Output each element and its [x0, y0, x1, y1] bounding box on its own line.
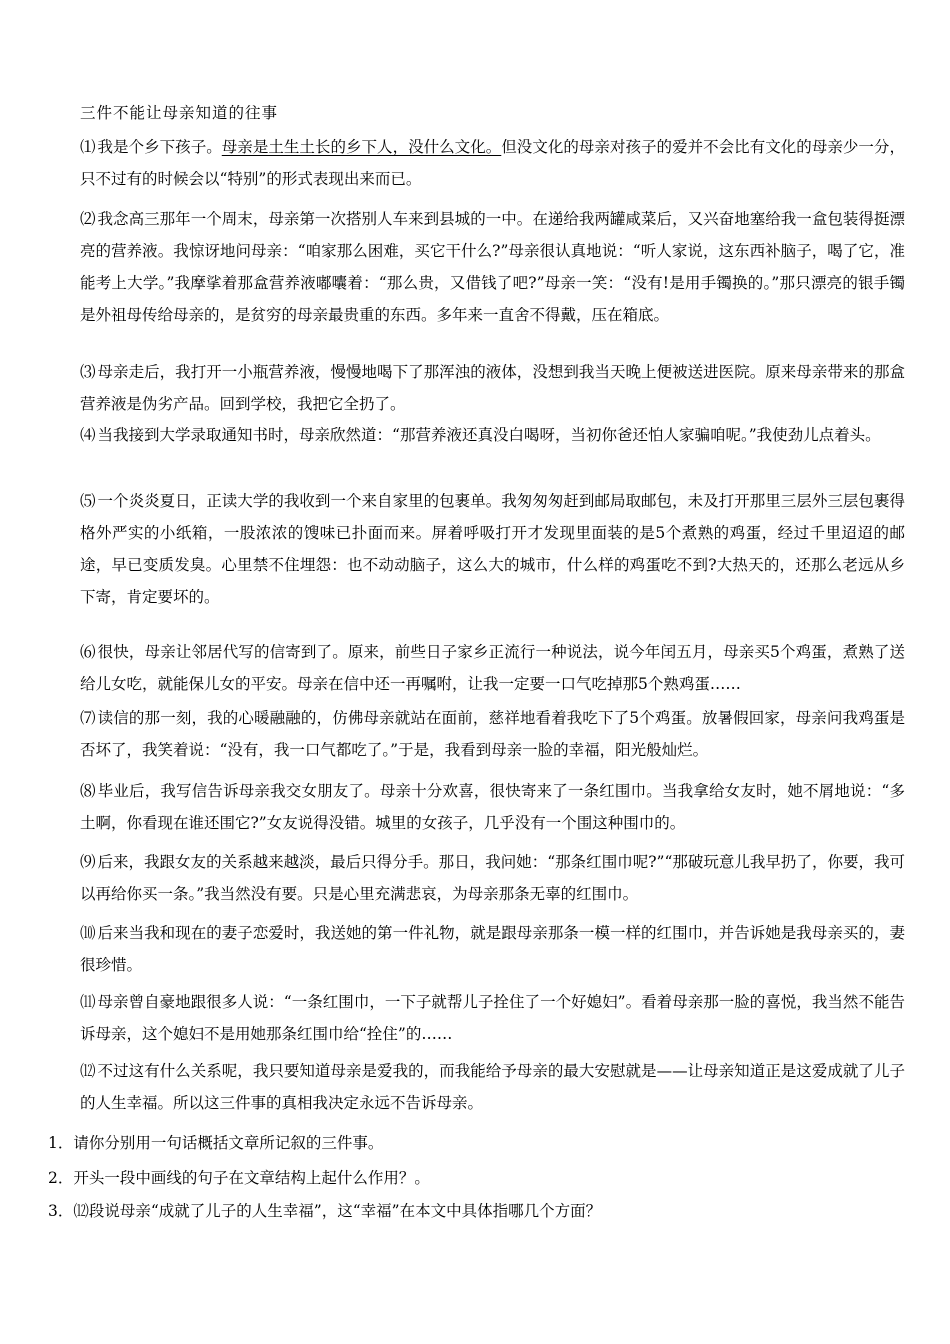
paragraph-5	[80, 485, 905, 613]
paragraph-10	[80, 917, 905, 981]
question-1	[48, 1131, 908, 1153]
paragraph-number: ⑷	[80, 426, 96, 444]
paragraph-text: 母亲走后，我打开一小瓶营养液，慢慢地喝下了那浑浊的液体，没想到我当天晚上便被送进医院。原来母亲带来的那盒营养液是伪劣产品。回到学校，我把它全扔了。	[80, 363, 905, 413]
question-2	[48, 1166, 908, 1188]
paragraph-text: 后来，我跟女友的关系越来越淡，最后只得分手。那日，我问她：“那条红围巾呢?”“那破玩意儿我早扔了，你要，我可以再给你买一条。”我当然没有要。只是心里充满悲哀，为母亲那条无辜的红围巾。	[80, 853, 905, 903]
paragraph-7	[80, 702, 905, 766]
paragraph-text: 母亲曾自豪地跟很多人说：“一条红围巾，一下子就帮儿子拴住了一个好媳妇”。看着母亲那一脸的喜悦，我当然不能告诉母亲，这个媳妇不是用她那条红围巾给“拴住”的……	[80, 993, 905, 1043]
paragraph-6	[80, 636, 905, 700]
question-text: ⑿段说母亲“成就了儿子的人生幸福”，这“幸福”在本文中具体指哪几个方面？	[73, 1202, 602, 1220]
question-number: 2．	[48, 1169, 74, 1187]
paragraph-11	[80, 986, 905, 1050]
question-text: 开头一段中画线的句子在文章结构上起什么作用？。	[73, 1169, 430, 1187]
paragraph-text: 当我接到大学录取通知书时，母亲欣然道：“那营养液还真没白喝呀，当初你爸还怕人家骗咱呢。”我使劲儿点着头。	[97, 426, 881, 444]
article-title: 三件不能让母亲知道的往事	[80, 104, 279, 122]
paragraph-9	[80, 846, 905, 910]
paragraph-text: 不过这有什么关系呢，我只要知道母亲是爱我的，而我能给予母亲的最大安慰就是——让母亲知道正是这爱成就了儿子的人生幸福。所以这三件事的真相我决定永远不告诉母亲。	[80, 1062, 905, 1112]
underlined-sentence: 母亲是土生土长的乡下人，没什么文化。	[221, 138, 502, 156]
paragraph-number: ⑽	[80, 924, 96, 942]
paragraph-number: ⑶	[80, 363, 96, 381]
paragraph-text: 但没文化的母亲对孩子的爱并不会比有文化的母亲少一分，只不过有的时候会以“特别”的形式表现出来而已。	[80, 138, 905, 188]
question-number: 1．	[48, 1134, 74, 1152]
paragraph-2	[80, 203, 905, 331]
question-3	[48, 1199, 908, 1221]
paragraph-text: 很快，母亲让邻居代写的信寄到了。原来，前些日子家乡正流行一种说法，说今年闰五月，母亲买5个鸡蛋，煮熟了送给儿女吃，就能保儿女的平安。母亲在信中还一再嘱咐，让我一定要一口气吃掉那5个熟鸡蛋……	[80, 643, 905, 693]
question-text: 请你分别用一句话概括文章所记叙的三件事。	[73, 1134, 384, 1152]
paragraph-4	[80, 419, 905, 451]
paragraph-text: 后来当我和现在的妻子恋爱时，我送她的第一件礼物，就是跟母亲那条一模一样的红围巾，并告诉她是我母亲买的，妻很珍惜。	[80, 924, 905, 974]
paragraph-number: ⑼	[80, 853, 96, 871]
paragraph-number: ⑵	[80, 210, 96, 228]
paragraph-number: ⑹	[80, 643, 96, 661]
paragraph-number: ⑿	[80, 1062, 96, 1080]
paragraph-number: ⑾	[80, 993, 96, 1011]
paragraph-text: 我念高三那年一个周末，母亲第一次搭别人车来到县城的一中。在递给我两罐咸菜后，又兴奋地塞给我一盒包装得挺漂亮的营养液。我惊讶地问母亲：“咱家那么困难，买它干什么?”母亲很认真地说：“听人家说，这东西补脑子，喝了它，准能考上大学。”我摩挲着那盒营养液嘟囔着：“那么贵，又借钱了吧?”母亲一笑：“没有!是用手镯换的。”那只漂亮的银手镯是外祖母传给母亲的，是贫穷的母亲最贵重的东西。多年来一直舍不得戴，压在箱底。	[80, 210, 905, 324]
paragraph-text: 我是个乡下孩子。	[97, 138, 222, 156]
paragraph-12	[80, 1055, 905, 1119]
paragraph-number: ⑻	[80, 782, 96, 800]
paragraph-text: 读信的那一刻，我的心暖融融的，仿佛母亲就站在面前，慈祥地看着我吃下了5个鸡蛋。放暑假回家，母亲问我鸡蛋是否坏了，我笑着说：“没有，我一口气都吃了。”于是，我看到母亲一脸的幸福，阳光般灿烂。	[80, 709, 905, 759]
question-number: 3．	[48, 1202, 74, 1220]
paragraph-text: 一个炎炎夏日，正读大学的我收到一个来自家里的包裹单。我匆匆匆赶到邮局取邮包，未及打开那里三层外三层包裹得格外严实的小纸箱，一股浓浓的馊味已扑面而来。屏着呼吸打开才发现里面装的是5个煮熟的鸡蛋，经过千里迢迢的邮途，早已变质发臭。心里禁不住埋怨：也不动动脑子，这么大的城市，什么样的鸡蛋吃不到?大热天的，还那么老远从乡下寄，肯定要坏的。	[80, 492, 905, 606]
paragraph-number: ⑴	[80, 138, 96, 156]
paragraph-1	[80, 131, 905, 195]
paragraph-number: ⑺	[80, 709, 96, 727]
paragraph-8	[80, 775, 905, 839]
paragraph-number: ⑸	[80, 492, 96, 510]
paragraph-3	[80, 356, 905, 420]
paragraph-text: 毕业后，我写信告诉母亲我交女朋友了。母亲十分欢喜，很快寄来了一条红围巾。当我拿给女友时，她不屑地说：“多土啊，你看现在谁还围它?”女友说得没错。城里的女孩子，几乎没有一个围这种围巾的。	[80, 782, 905, 832]
